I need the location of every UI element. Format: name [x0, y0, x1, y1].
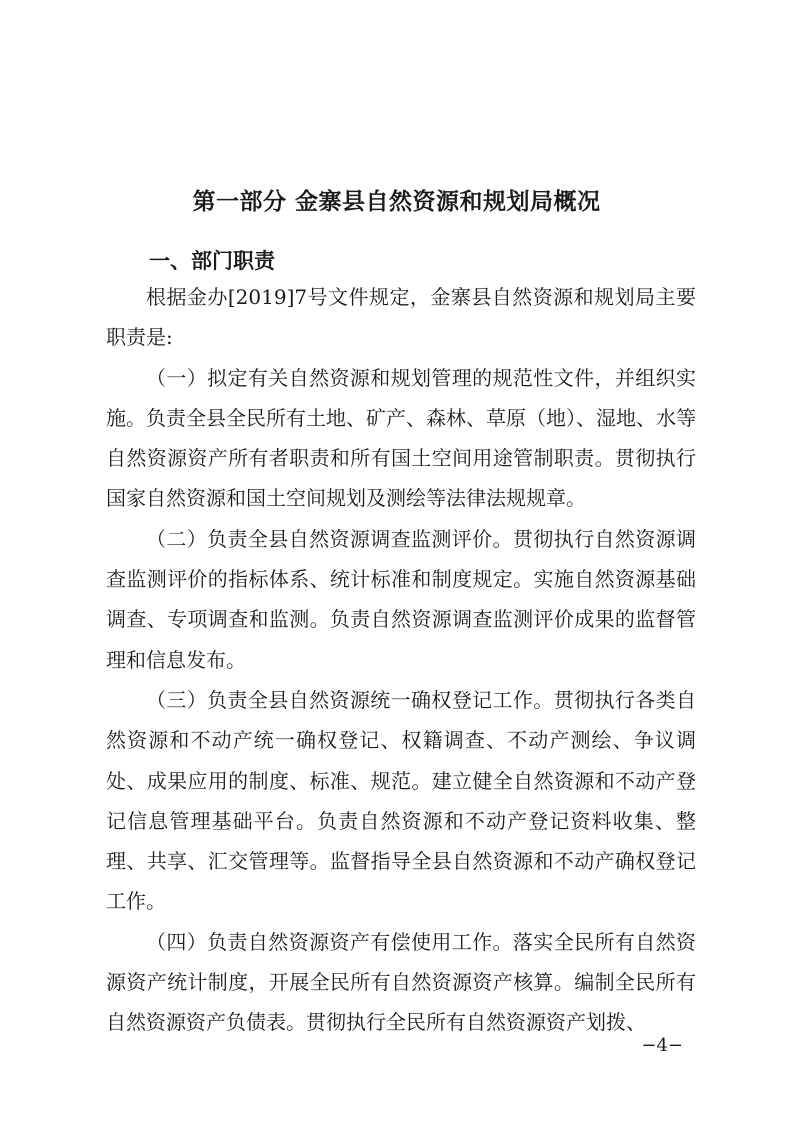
paragraph-duty-3: （三）负责全县自然资源统一确权登记工作。贯彻执行各类自然资源和不动产统一确权登记、权籍调查、不动产测绘、争议调处、成果应用的制度、标准、规范。建立健全自然资源和不动产登记信息管理基础平台。负责自然资源和不动产登记资料收集、整理、共享、汇交管理等。监督指导全县自然资源和不动产确权登记工作。 — [106, 687, 696, 914]
body-text — [106, 277, 696, 1043]
page-title: 第一部分 金寨县自然资源和规划局概况 — [192, 189, 601, 215]
section-heading: 一、部门职责 — [149, 249, 275, 273]
paragraph-intro: 根据金办[2019]7号文件规定，金寨县自然资源和规划局主要职责是: — [106, 285, 696, 350]
paragraph-duty-4: （四）负责自然资源资产有偿使用工作。落实全民所有自然资源资产统计制度，开展全民所有自然资源资产核算。编制全民所有自然资源资产负债表。贯彻执行全民所有自然资源资产划拨、 — [106, 929, 696, 1035]
paragraph-duty-1: （一）拟定有关自然资源和规划管理的规范性文件，并组织实施。负责全县全民所有土地、矿产、森林、草原（地）、湿地、水等自然资源资产所有者职责和所有国土空间用途管制职责。贯彻执行国家自然资源和国土空间规划及测绘等法律法规规章。 — [106, 365, 696, 511]
paragraph-duty-2: （二）负责全县自然资源调查监测评价。贯彻执行自然资源调查监测评价的指标体系、统计标准和制度规定。实施自然资源基础调查、专项调查和监测。负责自然资源调查监测评价成果的监督管理和信息发布。 — [106, 526, 696, 672]
page-number: −4− — [641, 1035, 683, 1056]
